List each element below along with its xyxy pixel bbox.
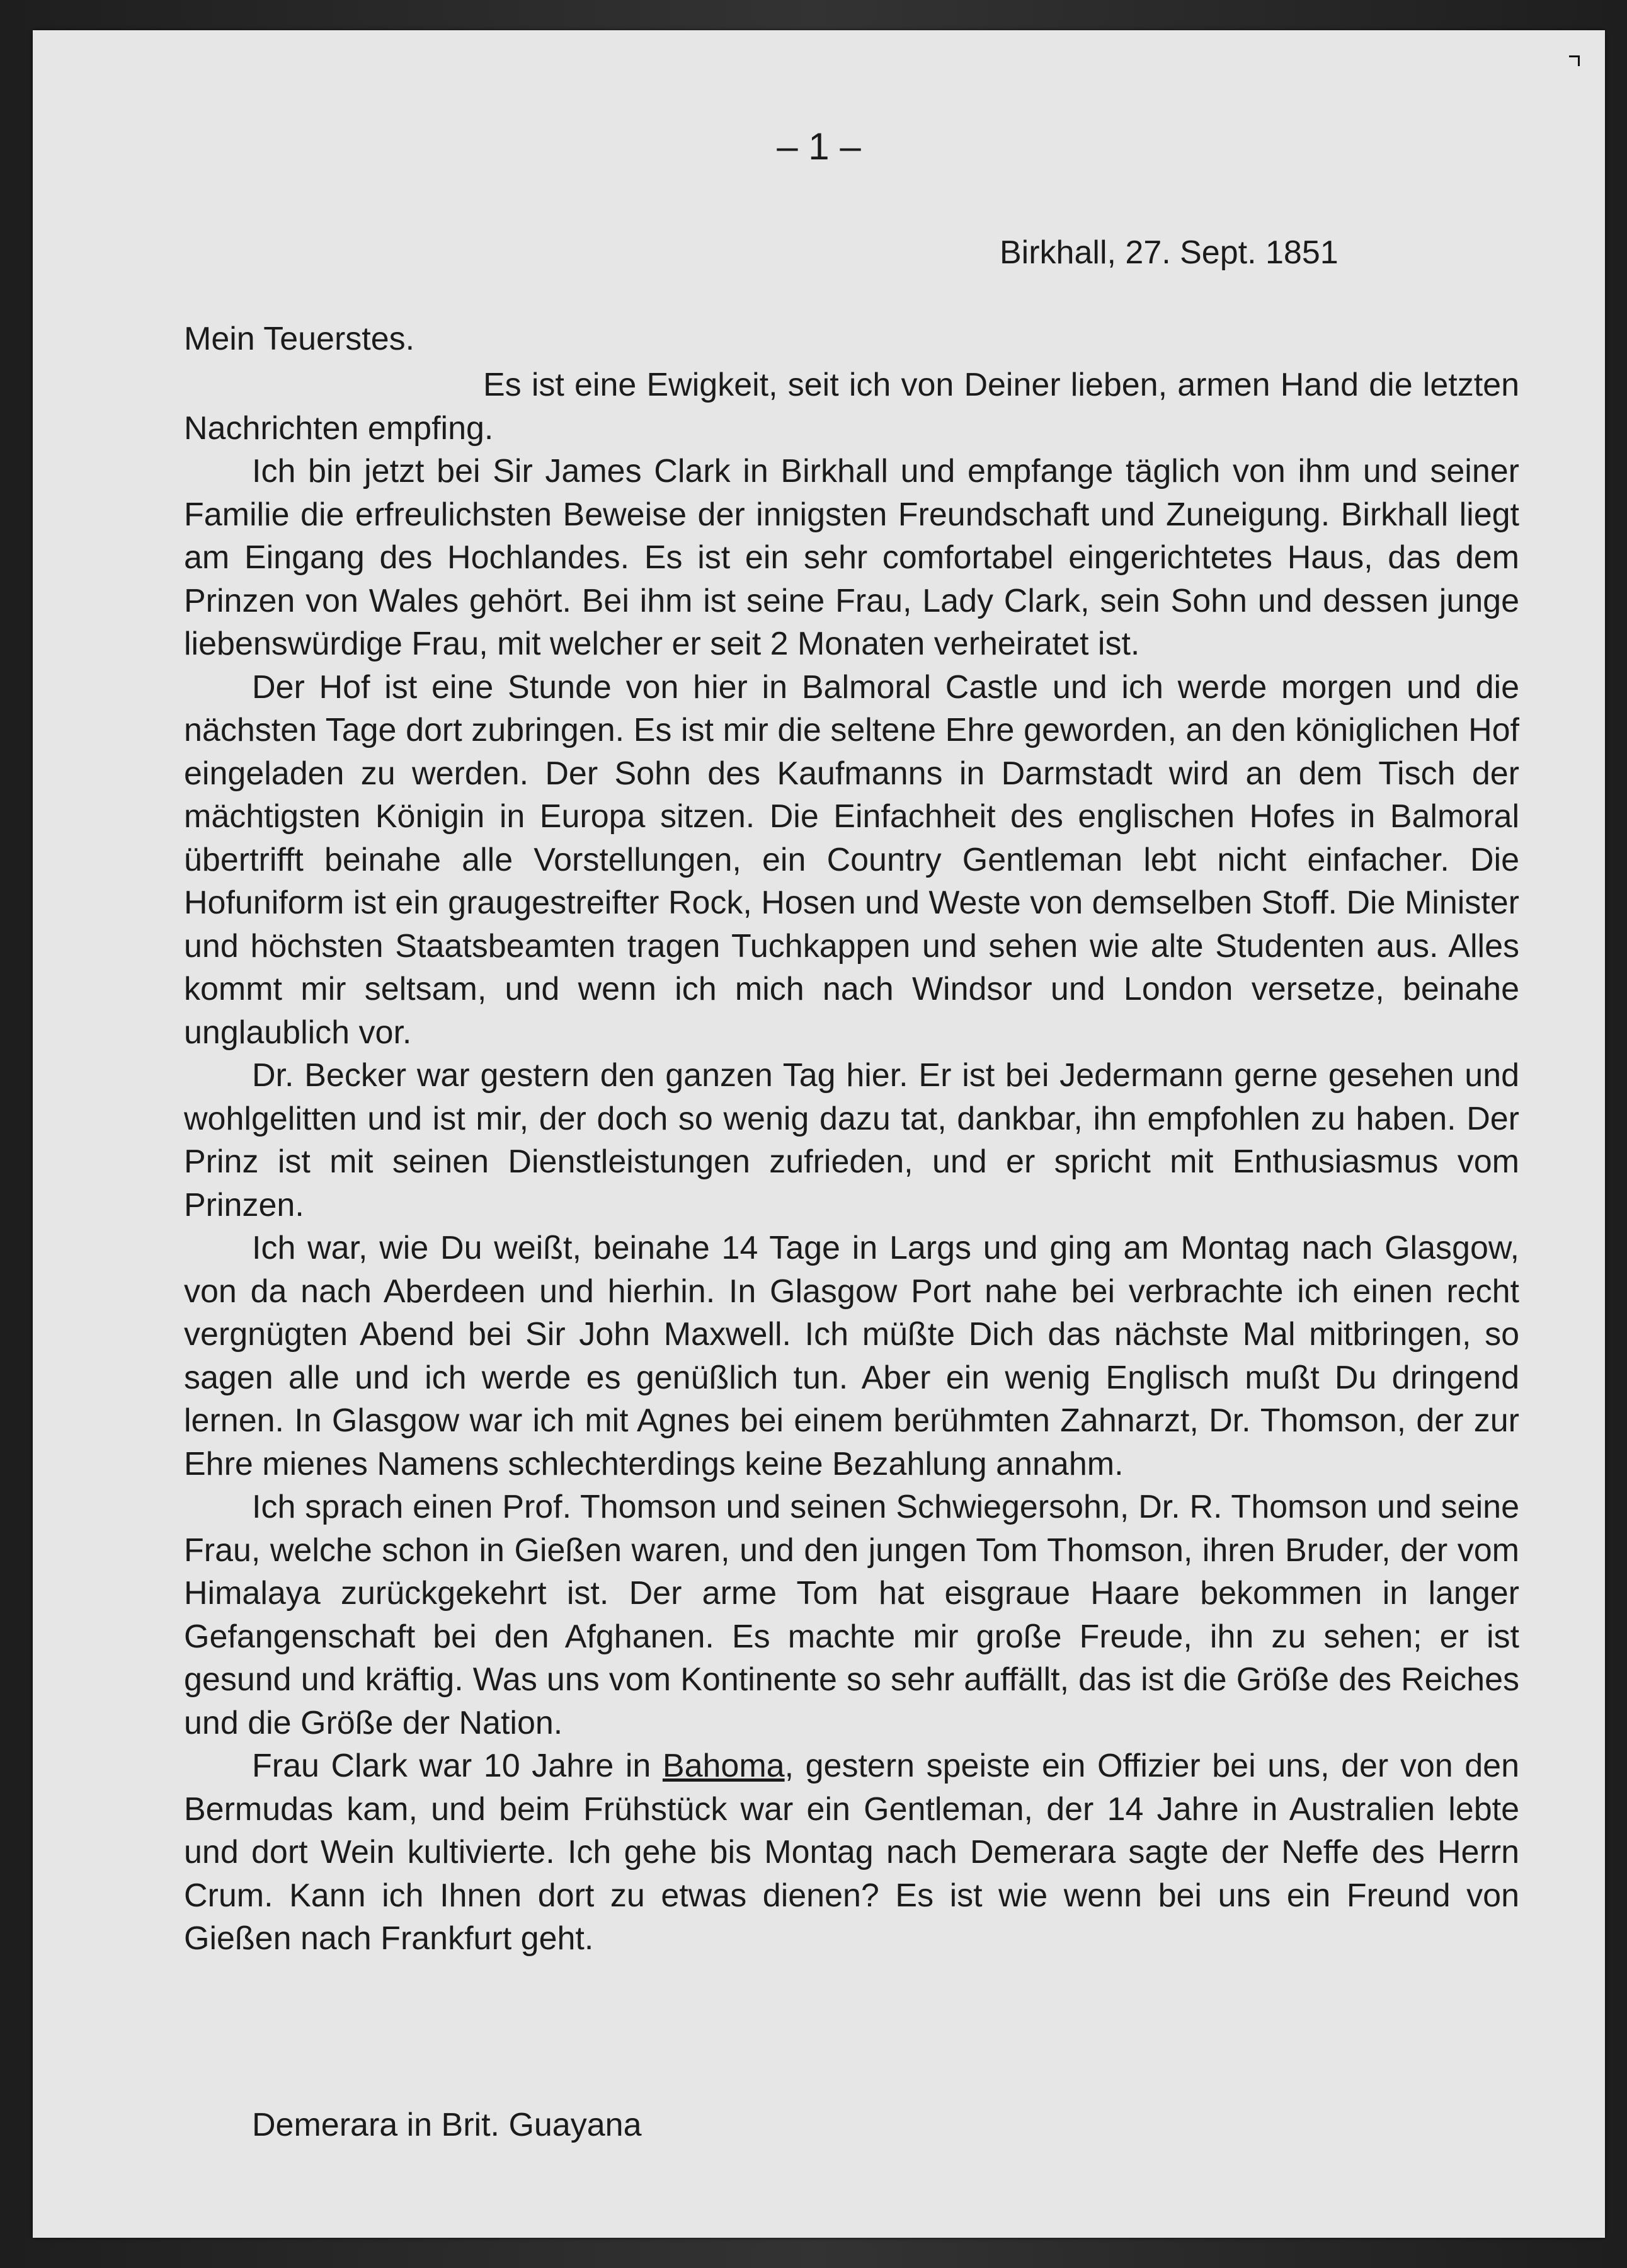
letter-body bbox=[184, 364, 1519, 1961]
paragraph-text-before: Frau Clark war 10 Jahre in bbox=[252, 1748, 663, 1784]
paragraph-text-after: , gestern speiste ein Offizier bei uns, der von den Bermudas kam, und beim Frühstück war ein Gentleman, der 14 Jahre in Australien lebte und dort Wein kultivierte. Ich gehe bis Montag nach Demerara sagte der Neffe des Herrn Crum. Kann ich Ihnen dort zu etwas dienen? Es ist wie wenn bei uns ein Freund von Gießen nach Frankfurt geht. bbox=[184, 1748, 1520, 1957]
paragraph: Ich war, wie Du weißt, beinahe 14 Tage in Largs und ging am Montag nach Glasgow, von da nach Aberdeen und hierhin. In Glasgow Port nahe bei verbrachte ich einen recht vergnügten Abend bei Sir John Maxwell. Ich müßte Dich das nächste Mal mitbringen, so sagen alle und ich werde es genüßlich tun. Aber ein wenig Englisch mußt Du dringend lernen. In Glasgow war ich mit Agnes bei einem berühmten Zahnarzt, Dr. Thomson, der zur Ehre mienes Namens schlechterdings keine Bezahlung annahm. bbox=[184, 1230, 1519, 1482]
footnote: Demerara in Brit. Guayana bbox=[252, 2107, 642, 2143]
paragraph: Es ist eine Ewigkeit, seit ich von Deiner lieben, armen Hand die letzten Nachrichten empfing. bbox=[184, 367, 1519, 447]
underlined-place-name: Bahoma bbox=[662, 1748, 785, 1784]
corner-mark bbox=[1548, 55, 1580, 87]
paragraph-last bbox=[184, 1744, 1519, 1961]
paragraph: Ich sprach einen Prof. Thomson und seinen Schwiegersohn, Dr. R. Thomson und seine Frau, welche schon in Gießen waren, und den jungen Tom Thomson, ihren Bruder, der vom Himalaya zurückgekehrt ist. Der arme Tom hat eisgraue Haare bekommen in langer Gefangenschaft bei den Afghanen. Es machte mir große Freude, ihn zu sehen; er ist gesund und kräftig. Was uns vom Kontinente so sehr auffällt, das ist die Größe des Reiches und die Größe der Nation. bbox=[184, 1489, 1519, 1741]
paragraph: Dr. Becker war gestern den ganzen Tag hier. Er ist bei Jedermann gerne gesehen und wohlgelitten und ist mir, der doch so wenig dazu tat, dankbar, ihn empfohlen zu haben. Der Prinz ist mit seinen Dienstleistungen zufrieden, und er spricht mit Enthusiasmus vom Prinzen. bbox=[184, 1057, 1519, 1223]
page-number: – 1 – bbox=[777, 125, 861, 168]
dateline: Birkhall, 27. Sept. 1851 bbox=[1000, 234, 1339, 271]
paragraph: Ich bin jetzt bei Sir James Clark in Birkhall und empfange täglich von ihm und seiner Familie die erfreulichsten Beweise der innigsten Freundschaft und Zuneigung. Birkhall liegt am Eingang des Hochlandes. Es ist ein sehr comfortabel eingerichtetes Haus, das dem Prinzen von Wales gehört. Bei ihm ist seine Frau, Lady Clark, sein Sohn und dessen junge liebenswürdige Frau, mit welcher er seit 2 Monaten verheiratet ist. bbox=[184, 453, 1519, 662]
salutation: Mein Teuerstes. bbox=[184, 321, 415, 357]
paragraph: Der Hof ist eine Stunde von hier in Balmoral Castle und ich werde morgen und die nächsten Tage dort zubringen. Es ist mir die seltene Ehre geworden, an den königlichen Hof eingeladen zu werden. Der Sohn des Kaufmanns in Darmstadt wird an dem Tisch der mächtigsten Königin in Europa sitzen. Die Einfachheit des englischen Hofes in Balmoral übertrifft beinahe alle Vorstellungen, ein Country Gentleman lebt nicht einfacher. Die Hofuniform ist ein graugestreifter Rock, Hosen und Weste von demselben Stoff. Die Minister und höchsten Staatsbeamten tragen Tuchkappen und sehen wie alte Studenten aus. Alles kommt mir seltsam, und wenn ich mich nach Windsor und London versetze, beinahe unglaublich vor. bbox=[184, 668, 1519, 1051]
letter-page bbox=[33, 30, 1605, 2238]
